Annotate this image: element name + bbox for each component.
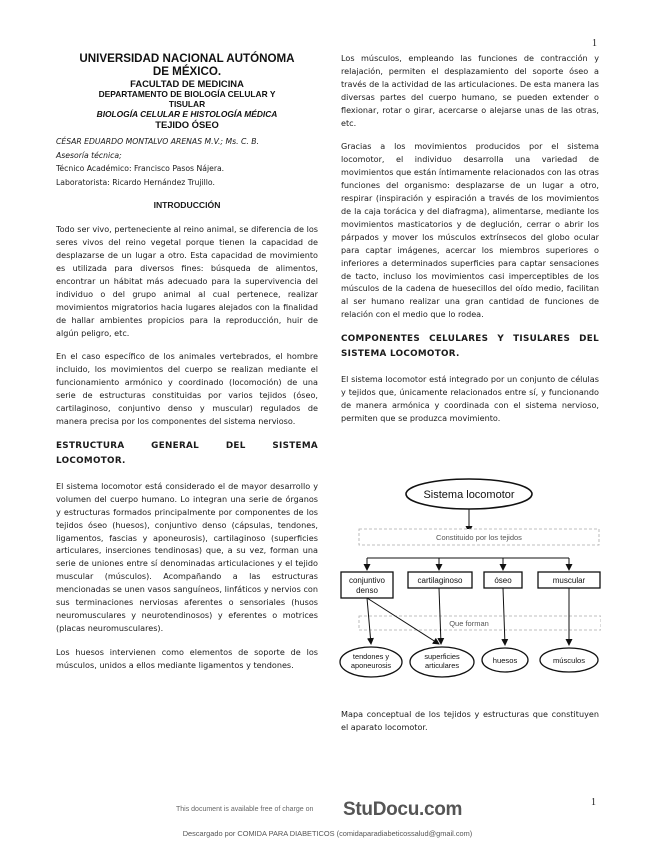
author-main: CÉSAR EDUARDO MONTALVO ARENAS M.V.; Ms. C. B. bbox=[56, 137, 259, 146]
left-column bbox=[56, 52, 318, 683]
university-line-1: UNIVERSIDAD NACIONAL AUTÓNOMA bbox=[79, 52, 295, 65]
estructura-title: ESTRUCTURA GENERAL DEL SISTEMA LOCOMOTOR. bbox=[56, 440, 318, 466]
technical-advice-label: Asesoría técnica; bbox=[56, 150, 122, 160]
tissue-label-cartilaginoso: cartilaginoso bbox=[417, 576, 463, 585]
footer-available-text: This document is available free of charge on bbox=[176, 806, 314, 813]
studocu-logo[interactable]: StuDocu.com bbox=[343, 799, 463, 820]
university-line-2: DE MÉXICO. bbox=[152, 65, 222, 78]
tissue-label-oseo: óseo bbox=[494, 576, 512, 585]
page-number-top: 1 bbox=[592, 38, 597, 49]
structure-label-superficies: superficies articulares bbox=[424, 652, 460, 670]
estructura-paragraph-1: El sistema locomotor está considerado el de mayor desarrollo y volumen del cuerpo humano. Lo integran una serie de órganos y estructuras formados principalmente por componentes de los tejidos óseo (huesos), conjuntivo denso (cápsulas, tendones, ligamentos, fascias y aponeurosis), cartilaginoso (superficies articulares, inserciones tendinosas) que, a su vez, forman una serie de uniones entre sí denominadas articulaciones y el tejido muscular (músculos). Acompañando a las estructuras mencionadas se unen vasos sanguíneos, linfáticos y nervios con sus terminaciones nerviosas aferentes o sensoriales (husos neuromusculares y neurotendinosos) y eferentes o motrices (placas neuromusculares). bbox=[56, 480, 318, 633]
structure-label-huesos: huesos bbox=[492, 656, 518, 665]
document-header bbox=[56, 52, 318, 130]
structure-label-musculos: músculos bbox=[552, 656, 586, 665]
topic: TEJIDO ÓSEO bbox=[155, 119, 219, 130]
right-paragraph-1: Los músculos, empleando las funciones de contracción y relajación, permiten el desplazamiento del soporte óseo a través de la actividad de las articulaciones. De esta manera las diversas partes del cuerpo humano, se pueden extender o flexionar, rotar o girar, acercarse o alejarse unas de las otras, etc. bbox=[341, 53, 599, 128]
tissue-label-conjuntivo: conjuntivo denso bbox=[348, 576, 386, 595]
tissue-label-muscular: muscular bbox=[552, 576, 586, 585]
intro-title: INTRODUCCIÓN bbox=[153, 200, 221, 211]
intro-paragraph-1: Todo ser vivo, perteneciente al reino animal, se diferencia de los seres vivos del reino vegetal porque tienen la capacidad de desplazarse de un lugar a otro. Esta capacidad de movimiento es utilizada para diversos fines: búsqueda de alimentos, encontrar un hábitat más adecuado para la supervivencia del individuo o del grupo animal al cual pertenece, realizar movimientos migratorios hacia lugares alejados con la finalidad de hallar ambientes propicios para la reproducción, huir de algún peligro, etc. bbox=[56, 224, 318, 338]
right-column bbox=[341, 52, 599, 436]
right-paragraph-2: Gracias a los movimientos producidos por el sistema locomotor, el individuo desarrolla una variedad de movimientos que están íntimamente relacionados con las otras funciones del organismo: desplazarse de un lugar a otro, respirar (inspiración y espiración a través de los movimientos de la caja torácica y del diafragma), alimentarse, mediante los movimientos masticatorios y de deglución, cerrar o abrir los párpados y mover los músculos extrínsecos del globo ocular para captar imágenes, acercar los miembros superiores o inferiores a determinados superficies para captar sensaciones de tacto, incluso los movimientos casi imperceptibles de los músculos de la cadena de huesecillos del oído medio, facilitan al ser humano realizar una gran cantidad de funciones de relación con el medio que lo rodea. bbox=[341, 141, 599, 320]
forman-label: Que forman bbox=[449, 619, 489, 628]
faculty: FACULTAD DE MEDICINA bbox=[130, 78, 244, 89]
componentes-title: COMPONENTES CELULARES Y TISULARES DEL SISTEMA LOCOMOTOR. bbox=[341, 334, 599, 360]
authors bbox=[56, 135, 318, 189]
lab-technician: Laboratorista: Ricardo Hernández Trujillo. bbox=[56, 177, 215, 187]
department-line-2: TISULAR bbox=[168, 99, 206, 109]
intro-paragraph-2: En el caso específico de los animales vertebrados, el hombre incluido, los movimientos del cuerpo se realizan mediante el funcionamiento armónico y coordinado (locomoción) de una serie de estructuras constituidas por varios tejidos (óseo, cartilaginoso, conjuntivo denso y muscular) regulados de manera precisa por los componentes del sistema nervioso. bbox=[56, 351, 318, 426]
concept-map bbox=[339, 474, 601, 704]
figure-caption: Mapa conceptual de los tejidos y estructuras que constituyen el aparato locomotor. bbox=[341, 709, 599, 732]
downloaded-by-line: Descargado por COMIDA PARA DIABETICOS (comidaparadiabeticossalud@gmail.com) bbox=[182, 829, 473, 838]
root-node-label: Sistema locomotor bbox=[423, 489, 515, 501]
subject: BIOLOGÍA CELULAR E HISTOLOGÍA MÉDICA bbox=[96, 109, 278, 119]
right-paragraph-3: El sistema locomotor está integrado por un conjunto de células y tejidos que, únicamente relacionados entre sí, y funcionando de manera armónica y coordinada con el sistema nervioso, permiten que se produzca movimiento. bbox=[341, 374, 599, 423]
constituido-label: Constituido por los tejidos bbox=[436, 533, 522, 542]
estructura-paragraph-2: Los huesos intervienen como elementos de soporte de los músculos, unidos a ellos mediante ligamentos y tendones. bbox=[56, 646, 318, 670]
technical-academic: Técnico Académico: Francisco Pasos Nájera. bbox=[56, 164, 225, 174]
department-line-1: DEPARTAMENTO DE BIOLOGÍA CELULAR Y bbox=[98, 89, 276, 99]
page-number-bottom: 1 bbox=[591, 797, 596, 808]
structure-label-tendones: tendones y aponeurosis bbox=[350, 652, 392, 670]
